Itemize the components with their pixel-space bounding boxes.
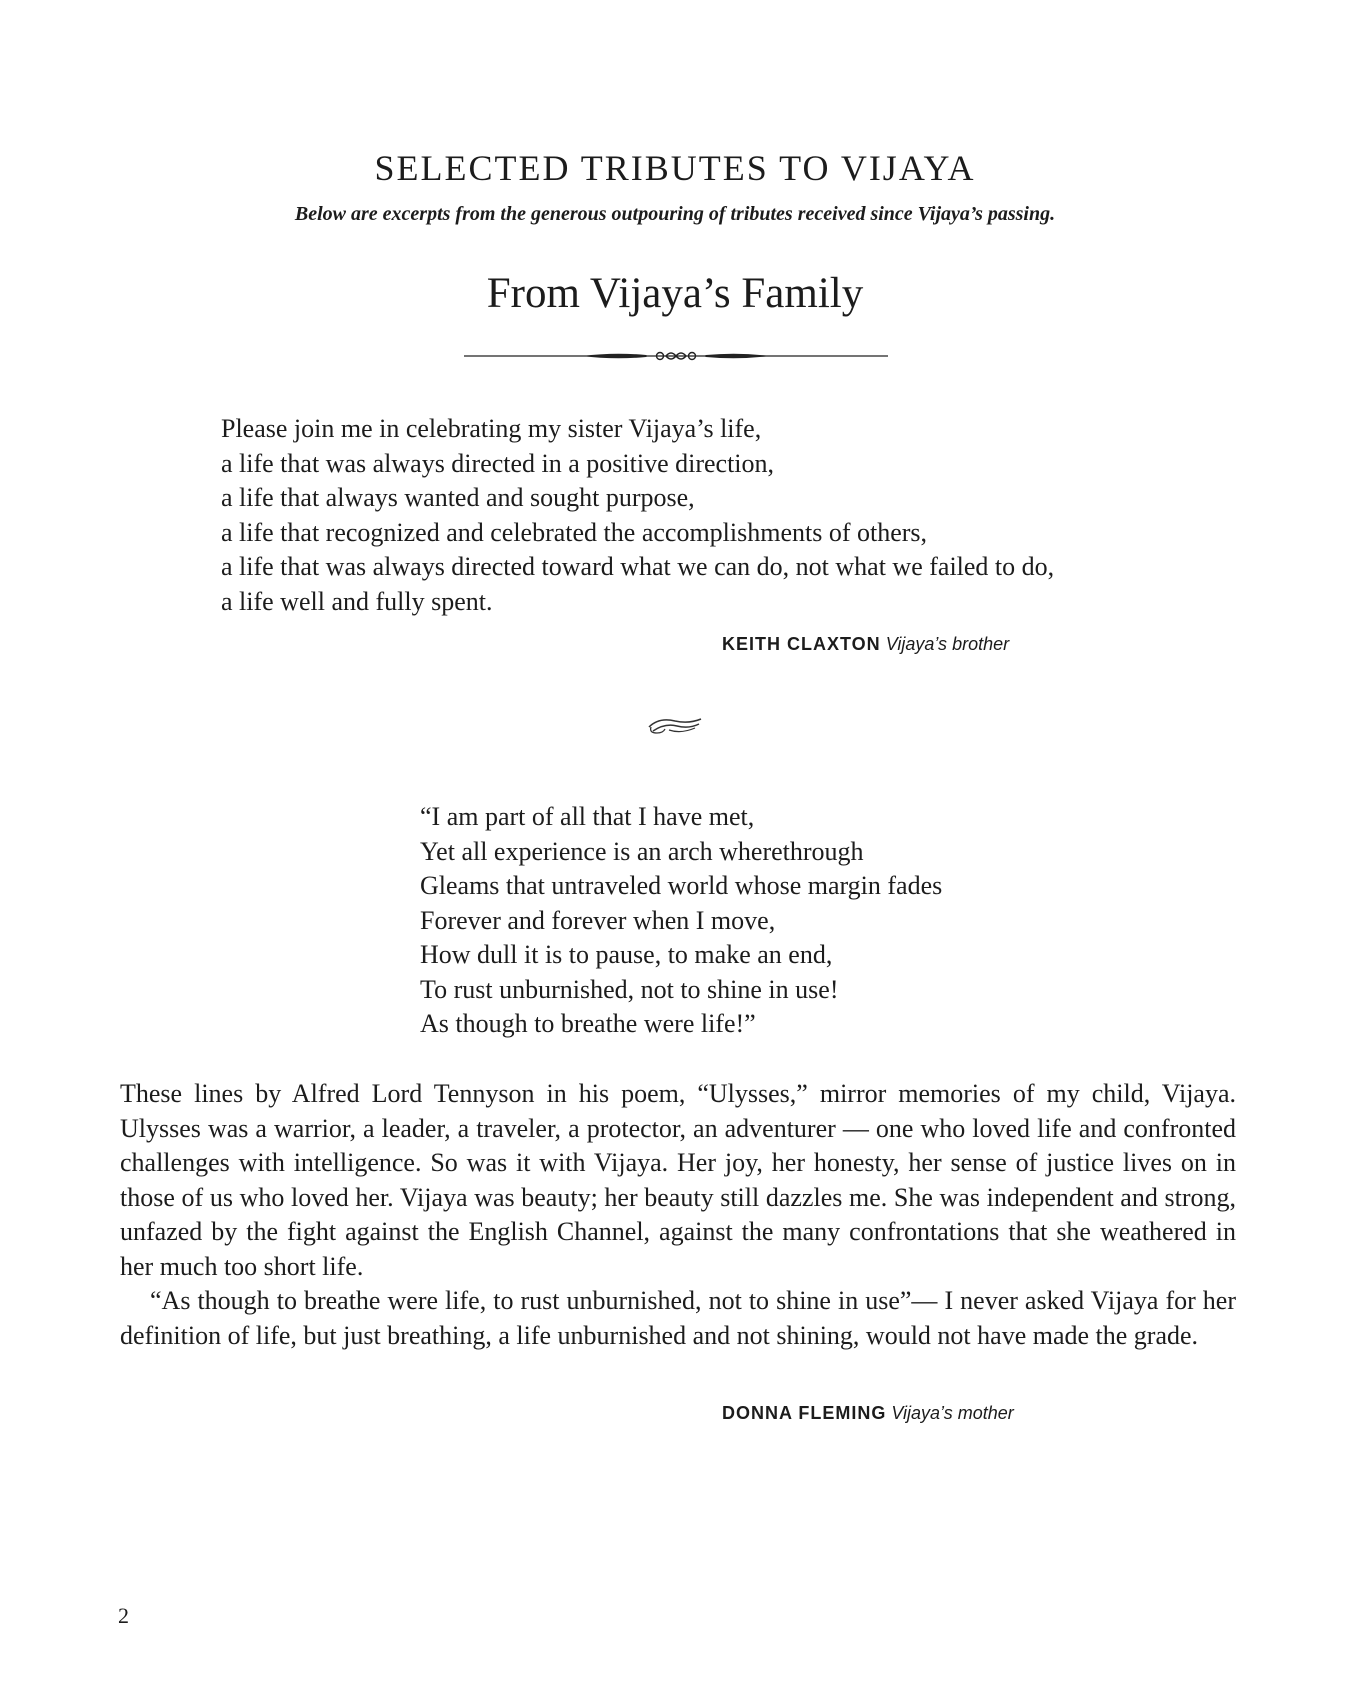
quote-line: How dull it is to pause, to make an end, [420,940,833,969]
page-number: 2 [118,1603,129,1628]
author-name: DONNA FLEMING [722,1403,887,1423]
ornamental-divider-icon [464,346,888,366]
poem-line: a life that was always directed in a positive direction, [221,448,775,478]
tennyson-quote [420,800,942,1042]
quote-line: Yet all experience is an arch wherethrough [420,836,864,866]
poem-line: a life that always wanted and sought purpose, [221,483,695,512]
section-heading: From Vijaya’s Family [486,270,864,317]
author-role: Vijaya’s brother [885,634,1010,654]
poem-line: a life that was always directed toward what we can do, not what we failed to do, [221,552,1055,581]
tribute-poem-brother [221,412,1054,619]
poem-line: a life that recognized and celebrated the accomplishments of others, [221,517,928,547]
quote-line: Gleams that untraveled world whose margin fades [420,871,943,900]
paragraph: These lines by Alfred Lord Tennyson in his poem, “Ulysses,” mirror memories of my child, Vijaya. Ulysses was a warrior, a leader, a traveler, a protector, an adventurer — one who loved life and confronted challenges with intelligence. So was it with Vijaya. Her joy, her honesty, her sense of justice lives on in those of us who loved her. Vijaya was beauty; her beauty still dazzles me. She was independent and strong, unfazed by the fight against the English Channel, against the many confrontations that she weathered in her much too short life. [120,1079,1236,1281]
attribution-brother [722,634,1009,655]
author-name: KEITH CLAXTON [722,634,881,654]
quote-line: “I am part of all that I have met, [420,802,755,831]
quote-line: To rust unburnished, not to shine in use! [420,974,839,1004]
quote-line: As though to breathe were life!” [420,1009,756,1038]
flourish-ornament-icon [647,713,703,737]
page-title: SELECTED TRIBUTES TO VIJAYA [374,148,976,188]
page-subtitle: Below are excerpts from the generous outpouring of tributes received since Vijaya’s passing. [294,203,1056,225]
quote-line: Forever and forever when I move, [420,905,776,935]
author-role: Vijaya’s mother [891,1403,1014,1423]
attribution-mother [722,1403,1014,1424]
tribute-text-mother [120,1077,1236,1353]
poem-line: Please join me in celebrating my sister Vijaya’s life, [221,414,762,443]
poem-line: a life well and fully spent. [221,586,493,616]
paragraph: “As though to breathe were life, to rust unburnished, not to shine in use”— I never asked Vijaya for her definition of life, but just breathing, a life unburnished and not shining, would not have made the grade. [120,1286,1236,1350]
